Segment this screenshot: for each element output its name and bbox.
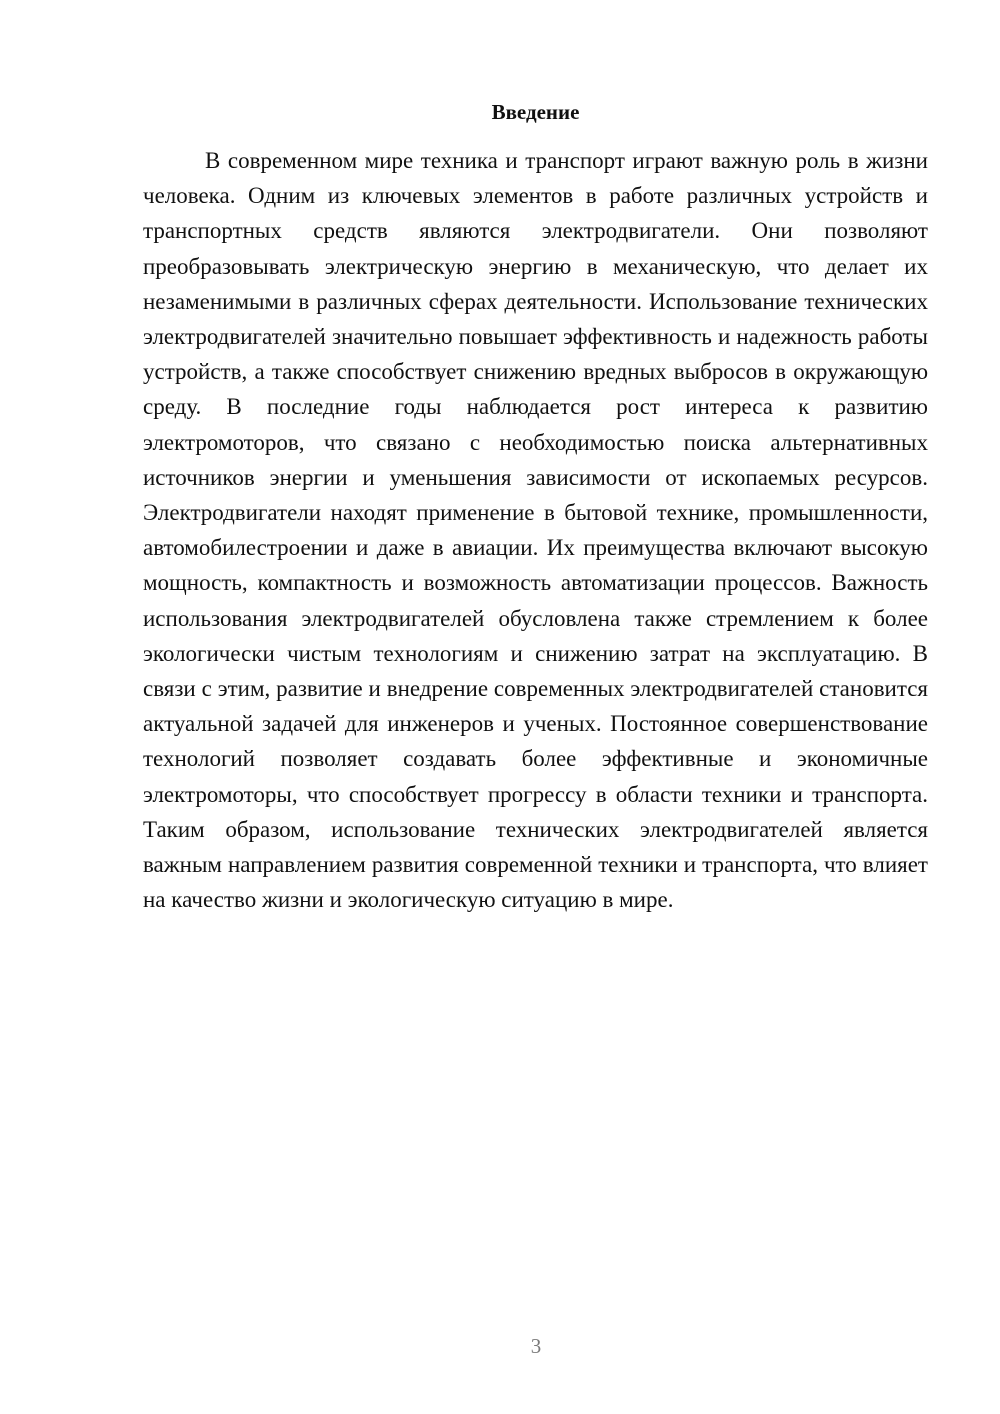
page-number: 3 xyxy=(530,1334,542,1358)
section-heading: Введение xyxy=(491,100,580,124)
body-paragraph: В современном мире техника и транспорт играют важную роль в жизни человека. Одним из ключевых элементов в работе различных устройств и транспортных средств являются электродвигатели. Они позволяют преобразовывать электрическую энергию в механическую, что делает их незаменимыми в различных сферах деятельности. Использование технических электродвигателей значительно повышает эффективность и надежность работы устройств, а также способствует снижению вредных выбросов в окружающую среду. В последние годы наблюдается рост интереса к развитию электромоторов, что связано с необходимостью поиска альтернативных источников энергии и уменьшения зависимости от ископаемых ресурсов. Электродвигатели находят применение в бытовой технике, промышленности, автомобилестроении и даже в авиации. Их преимущества включают высокую мощность, компактность и возможность автоматизации процессов. Важность использования электродвигателей обусловлена также стремлением к более экологически чистым технологиям и снижению затрат на эксплуатацию. В связи с этим, развитие и внедрение современных электродвигателей становится актуальной задачей для инженеров и ученых. Постоянное совершенствование технологий позволяет создавать более эффективные и экономичные электромоторы, что способствует прогрессу в области техники и транспорта. Таким образом, использование технических электродвигателей является важным направлением развития современной техники и транспорта, что влияет на качество жизни и экологическую ситуацию в мире. xyxy=(143,148,928,913)
